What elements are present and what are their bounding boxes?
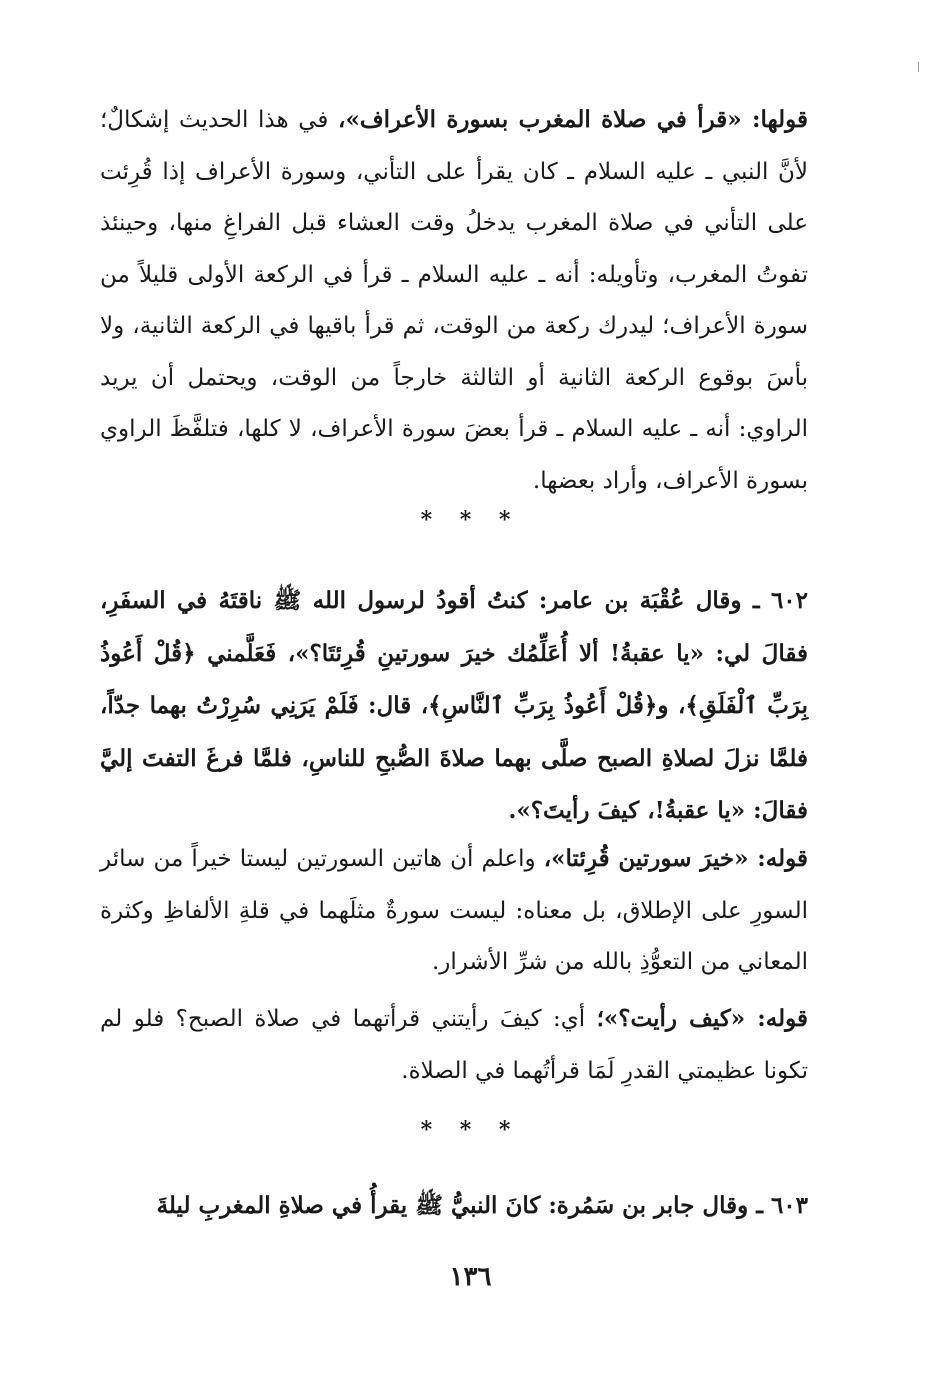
section-separator-2: * * * xyxy=(420,1117,521,1143)
page-number: ١٣٦ xyxy=(449,1262,492,1292)
paragraph-1-lead: قولها: «قرأ في صلاة المغرب بسورة الأعراف»، xyxy=(338,106,809,133)
paragraph-3-lead: قوله: «خيرَ سورتين قُرِئتا»، xyxy=(543,845,808,872)
paragraph-2-lead: ٦٠٢ ـ وقال عُقْبَة بن عامر: كنتُ أقودُ لرسول الله ﷺ ناقتَهُ في السفَرِ، فقالَ لي: «يا عقبةُ! ألا أُعَلِّمُك خيرَ سورتينِ قُرِئتَا؟»، فَعَلَّمني ﴿قُلْ أَعُوذُ بِرَبِّ ٱلْفَلَقِ﴾، و﴿قُلْ أَعُوذُ بِرَبِّ ٱلنَّاسِ﴾، قال: فَلَمْ يَرَنِي سُرِرْتُ بهما جدّاً، فلمَّا نزلَ لصلاةِ الصبح صلَّى بهما صلاةَ الصُّبحِ للناسِ، فلمَّا فرغَ التفتَ إليَّ فقالَ: «يا عقبةُ!، كيفَ رأيتَ؟». xyxy=(100,587,808,824)
paragraph-1-body: في هذا الحديث إشكالٌ؛ لأنَّ النبي ـ عليه السلام ـ كان يقرأ على التأني، وسورة الأعراف إذا قُرِئت على التأني في صلاة المغرب يدخلُ وقت العشاء قبل الفراغِ منها، وحينئذ تفوتُ المغرب، وتأويله: أنه ـ عليه السلام ـ قرأ في الركعة الأولى قليلاً من سورة الأعراف؛ ليدرك ركعة من الوقت، ثم قرأ باقيها في الركعة الثانية، ولا بأسَ بوقوع الركعة الثانية أو الثالثة خارجاً من الوقت، ويحتمل أن يريد الراوي: أنه ـ عليه السلام ـ قرأ بعضَ سورة الأعراف، لا كلها، فتلفَّظَ الراوي بسورة الأعراف، وأراد بعضها. xyxy=(100,107,808,494)
paragraph-4 xyxy=(100,993,808,1097)
paragraph-4-lead: قوله: «كيف رأيت؟»؛ xyxy=(596,1005,809,1032)
paragraph-5 xyxy=(100,1180,808,1233)
page-edge-mark xyxy=(918,62,919,72)
paragraph-5-lead: ٦٠٣ ـ وقال جابر بن سَمُرة: كانَ النبيُّ ﷺ يقرأُ في صلاةِ المغربِ ليلةَ xyxy=(156,1192,808,1219)
section-separator-1: * * * xyxy=(420,507,521,533)
paragraph-1 xyxy=(100,94,808,507)
paragraph-3 xyxy=(100,833,808,989)
paragraph-3-body: واعلم أن هاتين السورتين ليستا خيراً من سائر السورِ على الإطلاق، بل معناه: ليست سورةٌ مثلَهما في قلةِ الألفاظِ وكثرة المعاني من التعوُّذِ بالله من شرِّ الأشرار. xyxy=(100,846,808,975)
paragraph-2 xyxy=(100,575,808,838)
paragraph-4-body: أي: كيفَ رأيتني قرأتهما في صلاة الصبح؟ فلو لم تكونا عظيمتي القدرِ لَمَا قرأتُهما في الصلاة. xyxy=(100,1006,808,1084)
